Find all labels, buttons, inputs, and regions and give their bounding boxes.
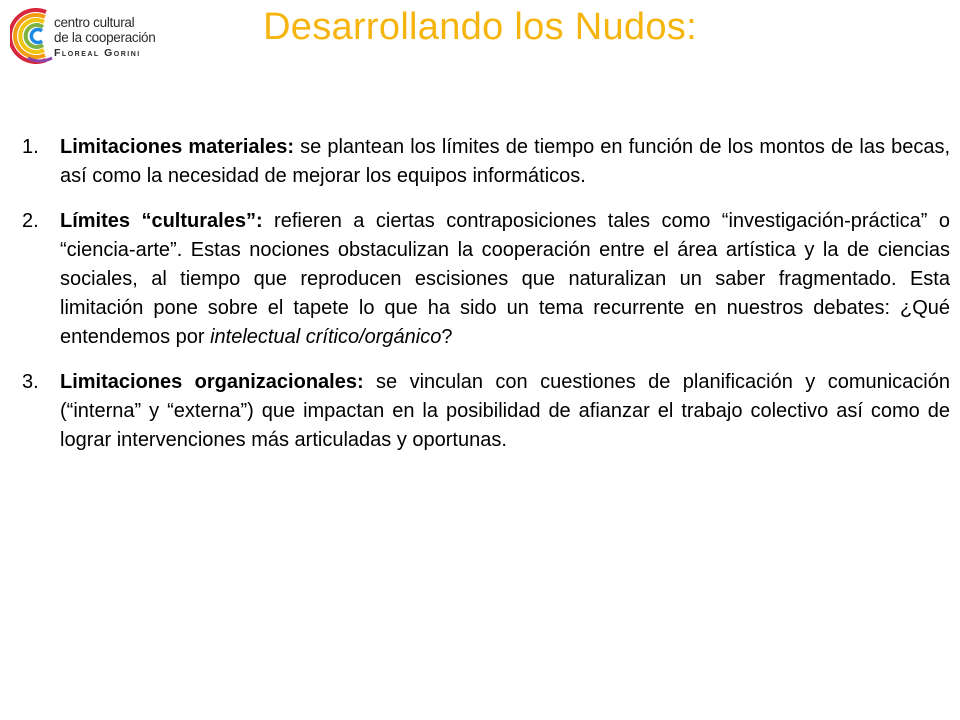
item-text: se plantean los límites de tiempo en función de los montos de las becas, así como la necesidad de mejorar los equipos informáticos. (60, 136, 951, 187)
item-number: 1. (22, 136, 39, 158)
logo-line-2: de la cooperación (54, 29, 156, 45)
item-text: refieren a ciertas contraposiciones tales como “investigación-práctica” o “ciencia-arte”. Estas nociones obstaculizan la cooperación entre el área artística y la de ciencias sociales, al tiempo que reproducen escisiones que naturalizan un saber fragmentado. Esta limitación pone sobre el tapete lo que ha sido un tema recurrente en nuestros debates: ¿Qué entendemos por (60, 210, 950, 348)
nudos-list (22, 133, 950, 471)
slide-title: Desarrollando los Nudos: (263, 6, 697, 48)
logo-line-3: Floreal Gorini (54, 47, 141, 59)
list-item-3 (22, 368, 950, 455)
item-heading: Limitaciones organizacionales: (60, 371, 364, 393)
item-number: 3. (22, 371, 39, 393)
list-item-2 (22, 207, 950, 352)
item-text: se vinculan con cuestiones de planificación y comunicación (“interna” y “externa”) que impactan en la posibilidad de afianzar el trabajo colectivo así como de lograr intervenciones más articuladas y oportunas. (60, 371, 950, 451)
item-heading: Limitaciones materiales: (60, 136, 294, 158)
list-item-1 (22, 133, 950, 191)
item-number: 2. (22, 210, 39, 232)
item-text-end: ? (441, 326, 453, 348)
item-heading: Límites “culturales”: (60, 210, 263, 232)
logo-line-1: centro cultural (54, 15, 135, 30)
item-emphasis: intelectual crítico/orgánico (210, 326, 442, 348)
